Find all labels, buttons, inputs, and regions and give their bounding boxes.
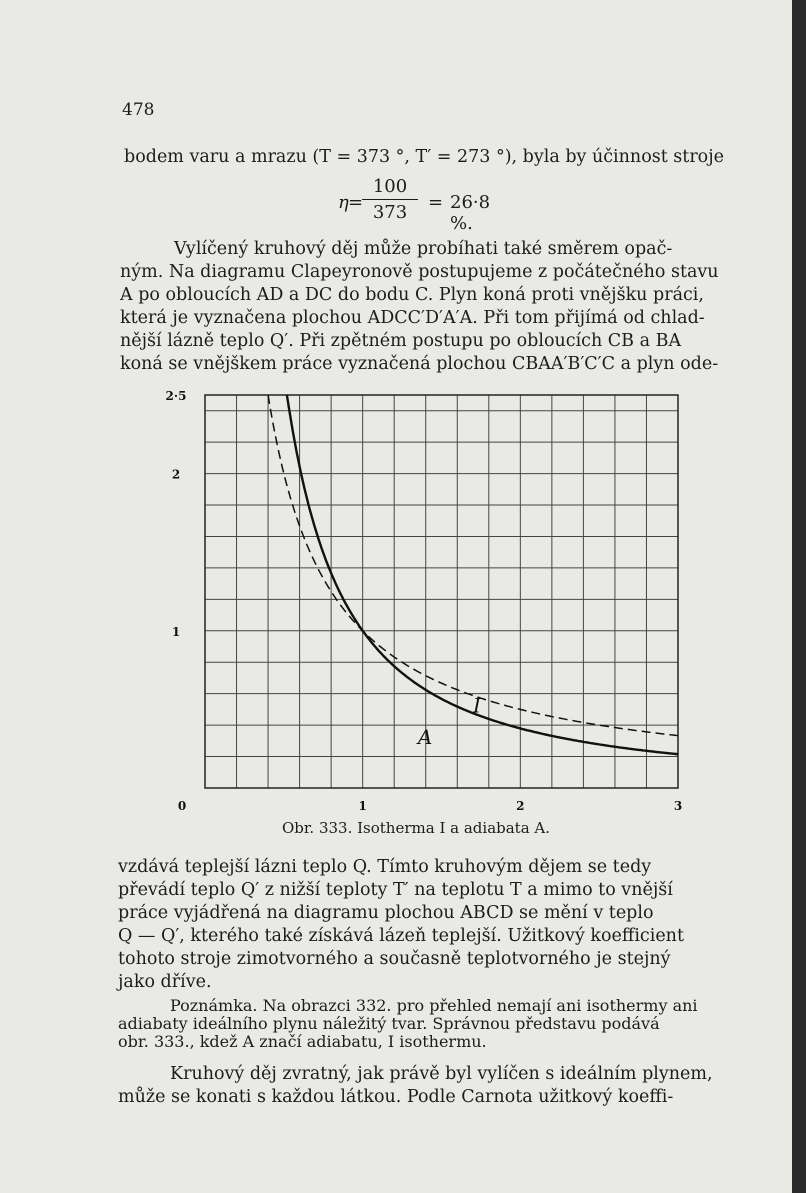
text-line: koná se vnějškem práce vyznačená plochou CBAA′B′C′C a plyn ode- — [120, 354, 719, 374]
chart-tick-labels — [166, 389, 683, 813]
text-line: tohoto stroje zimotvorného a současně teplotvorného je stejný — [118, 949, 671, 969]
efficiency-result: 26·8 %. — [450, 192, 491, 234]
text-line: A po obloucích AD a DC do bodu C. Plyn koná proti vnějšku práci, — [120, 285, 704, 305]
adiabat-curve — [287, 395, 678, 754]
text-line: nější lázně teplo Q′. Při zpětném postupu po obloucích CB a BA — [120, 331, 682, 351]
note-line: Poznámka. Na obrazci 332. pro přehled nemají ani isothermy ani — [170, 996, 698, 1015]
text-line: vzdává teplejší lázni teplo Q. Tímto kruhovým dějem se tedy — [118, 857, 652, 877]
text-line: Q — Q′, kterého také získává lázeň teplejší. Užitkový koefficient — [118, 926, 684, 946]
chart-series — [268, 395, 678, 754]
eta-symbol: η — [338, 192, 349, 213]
numerator: 100 — [362, 176, 418, 200]
text-line: Kruhový děj zvratný, jak právě byl vylíčen s ideálním plynem, — [170, 1064, 713, 1084]
equals-sign: = — [348, 192, 364, 213]
chart-axes — [205, 395, 678, 788]
text-line: převádí teplo Q′ z nižší teploty T′ na teplotu T a mimo to vnější — [118, 880, 673, 900]
note-line: adiabaty ideálního plynu náležitý tvar. Správnou představu podává — [118, 1014, 660, 1033]
plot-frame — [205, 395, 678, 788]
y-tick-label: 1 — [171, 624, 181, 639]
x-tick-label: 0 — [177, 799, 187, 813]
figure-caption: Obr. 333. Isotherma I a adiabata A. — [282, 819, 551, 837]
text-line: může se konati s každou látkou. Podle Carnota užitkový koeffi- — [118, 1087, 674, 1107]
page-edge-shadow — [792, 0, 806, 1193]
note-line: obr. 333., kdež A značí adiabatu, I isothermu. — [118, 1032, 487, 1051]
y-tick-label: 2·5 — [165, 389, 187, 403]
page-number: 478 — [122, 100, 155, 120]
fraction — [362, 176, 418, 223]
text-line: Vylíčený kruhový děj může probíhati také směrem opač- — [174, 239, 673, 259]
chart-curve-labels — [416, 694, 482, 749]
equals-sign: = — [428, 192, 444, 213]
curve-label-a: A — [417, 724, 433, 749]
y-tick-label: 2 — [171, 467, 181, 482]
text-line: práce vyjádřená na diagramu plochou ABCD se mění v teplo — [118, 903, 654, 923]
text-line: ným. Na diagramu Clapeyronově postupujeme z počátečného stavu — [120, 262, 719, 282]
curve-label-i: I — [473, 693, 481, 718]
isotherm-curve — [268, 395, 678, 736]
chart-grid — [205, 395, 678, 788]
denominator: 373 — [372, 202, 408, 223]
x-tick-label: 3 — [673, 799, 683, 813]
text-line: která je vyznačena plochou ADCC′D′A′A. Při tom přijímá od chlad- — [120, 308, 705, 328]
x-tick-label: 2 — [516, 799, 525, 813]
text-line: jako dříve. — [118, 972, 212, 992]
text-line: bodem varu a mrazu (T = 373 °, T′ = 273 °), byla by účinnost stroje — [124, 147, 724, 167]
x-tick-label: 1 — [358, 799, 367, 813]
